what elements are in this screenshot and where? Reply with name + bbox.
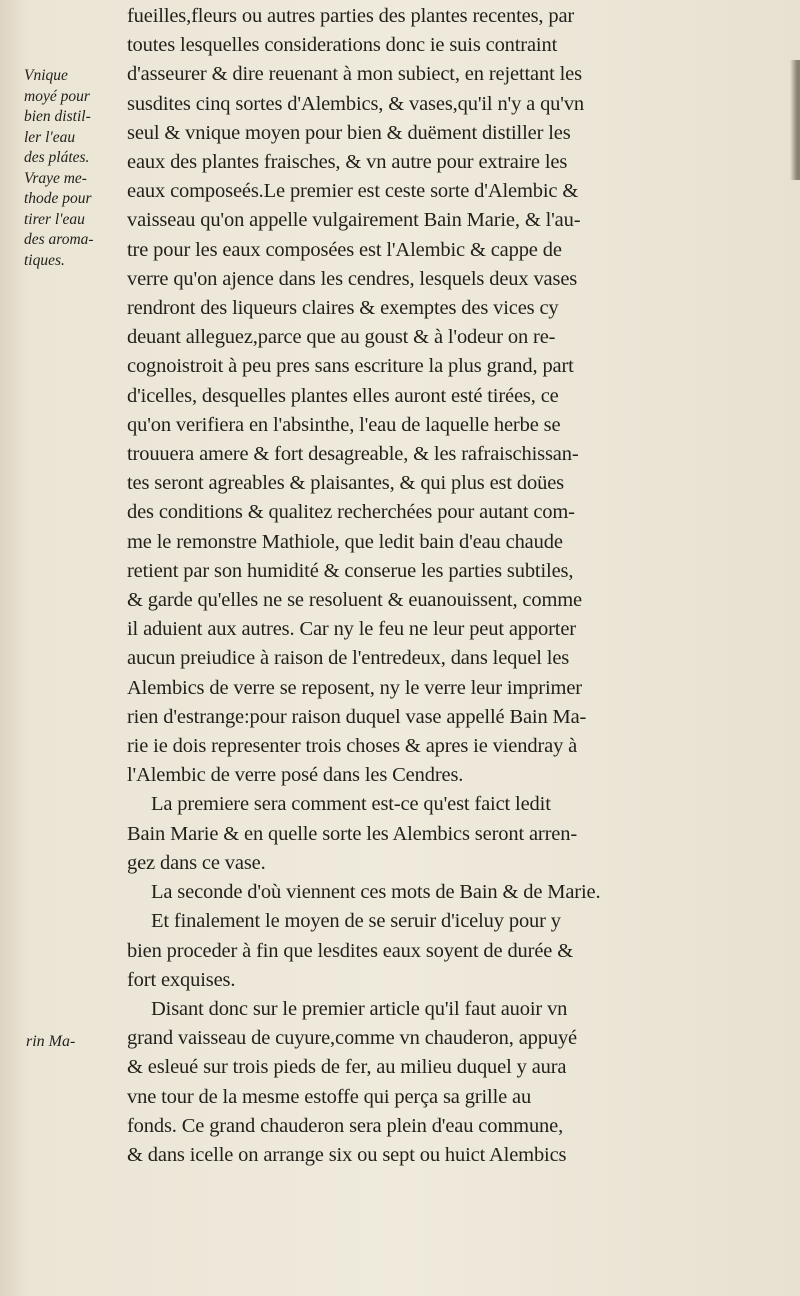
- margin-note-line: bien distil-: [24, 108, 91, 125]
- text-line: vne tour de la mesme estoffe qui perça sa grille au: [127, 1085, 532, 1108]
- text-line: vaisseau qu'on appelle vulgairement Bain Marie, & l'au-: [127, 209, 581, 232]
- text-line: fueilles,fleurs ou autres parties des plantes recentes, par: [127, 5, 575, 27]
- text-line: cognoistroit à peu pres sans escriture la plus grand, part: [127, 355, 574, 378]
- text-line: & garde qu'elles ne se resoluent & euanouissent, comme: [127, 589, 583, 612]
- text-line: tes seront agreables & plaisantes, & qui plus est doües: [127, 472, 564, 495]
- text-line: susdites cinq sortes d'Alembics, & vases,qu'il n'y a qu'vn: [127, 92, 585, 115]
- margin-note-line: Vraye me-: [24, 169, 87, 187]
- text-line: rendront des liqueurs claires & exemptes des vices cy: [127, 297, 559, 320]
- text-line: qu'on verifiera en l'absinthe, l'eau de laquelle herbe se: [127, 413, 561, 436]
- text-line: des conditions & qualitez recherchées pour autant com-: [127, 501, 575, 524]
- text-line: Bain Marie & en quelle sorte les Alembics seront arren-: [127, 822, 578, 845]
- text-line: retient par son humidité & conserue les parties subtiles,: [127, 559, 574, 582]
- margin-notes: [24, 66, 114, 271]
- text-line: rien d'estrange:pour raison duquel vase appellé Bain Ma-: [127, 705, 587, 728]
- text-line: il aduient aux autres. Car ny le feu ne leur peut apporter: [127, 618, 576, 641]
- margin-note-line: Vnique: [24, 67, 68, 84]
- text-line: & dans icelle on arrange six ou sept ou huict Alembics: [127, 1143, 567, 1166]
- text-line: La premiere sera comment est-ce qu'est faict ledit: [151, 793, 551, 816]
- text-line: fonds. Ce grand chauderon sera plein d'eau commune,: [127, 1114, 564, 1137]
- text-line: toutes lesquelles considerations donc ie suis contraint: [127, 34, 558, 57]
- text-line: Alembics de verre se reposent, ny le verre leur imprimer: [127, 676, 582, 699]
- text-line: seul & vnique moyen pour bien & duëment distiller les: [127, 121, 571, 144]
- text-line: eaux des plantes fraisches, & vn autre pour extraire les: [127, 151, 568, 174]
- margin-note-line: des aroma-: [24, 231, 94, 248]
- text-line: gez dans ce vase.: [127, 851, 266, 874]
- margin-note-line: tirer l'eau: [24, 210, 85, 228]
- text-line: rie ie dois representer trois choses & apres ie viendray à: [127, 735, 578, 758]
- margin-note-line: des plátes.: [24, 149, 90, 166]
- text-line: & esleué sur trois pieds de fer, au milieu duquel y aura: [127, 1056, 567, 1079]
- text-line: aucun preiudice à raison de l'entredeux, dans lequel les: [127, 647, 570, 670]
- margin-note-line: thode pour: [24, 190, 92, 207]
- text-line: trouuera amere & fort desagreable, & les rafraischissan-: [127, 443, 579, 466]
- text-line: deuant alleguez,parce que au goust & à l'odeur on re-: [127, 326, 556, 349]
- text-line: fort exquises.: [127, 968, 236, 991]
- text-line: tre pour les eaux composées est l'Alembic & cappe de: [127, 238, 562, 261]
- text-line: grand vaisseau de cuyure,comme vn chauderon, appuyé: [127, 1027, 578, 1050]
- text-line: d'icelles, desquelles plantes elles auront esté tirées, ce: [127, 384, 559, 407]
- margin-note-line: moyé pour: [24, 87, 90, 105]
- text-line: verre qu'on ajence dans les cendres, lesquels deux vases: [127, 267, 578, 290]
- text-line: eaux composeés.Le premier est ceste sorte d'Alembic &: [127, 180, 579, 203]
- page-edge-shadow: [790, 60, 800, 180]
- body-text: [127, 2, 777, 1170]
- margin-note-line: tiques.: [24, 251, 65, 269]
- text-line: Et finalement le moyen de se seruir d'iceluy pour y: [151, 910, 561, 933]
- margin-note-bottom: rin Ma-: [26, 1033, 76, 1050]
- text-line: d'asseurer & dire reuenant à mon subiect, en rejettant les: [127, 63, 582, 86]
- text-line: La seconde d'où viennent ces mots de Bain & de Marie.: [151, 881, 601, 904]
- text-line: l'Alembic de verre posé dans les Cendres.: [127, 764, 464, 787]
- text-line: Disant donc sur le premier article qu'il faut auoir vn: [151, 997, 568, 1020]
- text-line: me le remonstre Mathiole, que ledit bain d'eau chaude: [127, 530, 563, 553]
- margin-note-line: ler l'eau: [24, 128, 76, 146]
- text-line: bien proceder à fin que lesdites eaux soyent de durée &: [127, 939, 573, 962]
